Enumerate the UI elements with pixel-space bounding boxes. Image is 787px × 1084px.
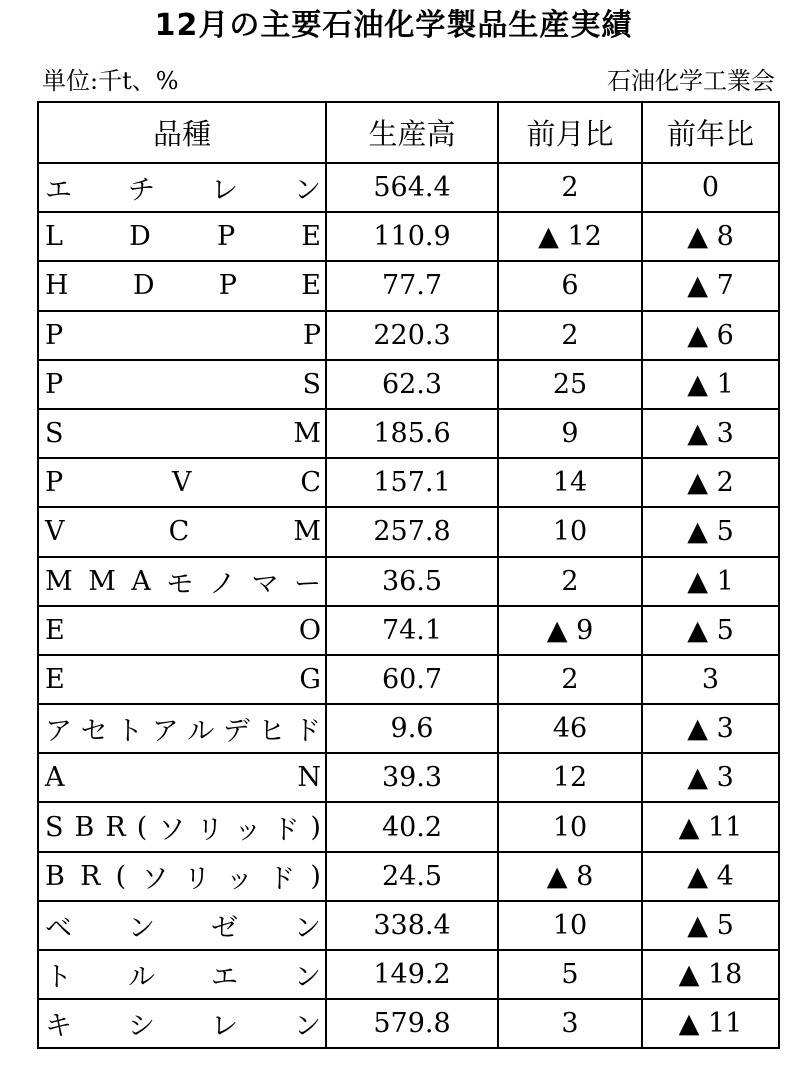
product-name-char: R bbox=[80, 860, 101, 892]
product-name-char: V bbox=[172, 467, 192, 499]
product-name-char: ン bbox=[294, 962, 321, 994]
product-name-cell bbox=[38, 802, 326, 851]
yoy-cell: ▲ 3 bbox=[642, 409, 779, 458]
production-cell: 157.1 bbox=[326, 458, 498, 507]
mom-cell: 6 bbox=[498, 261, 642, 310]
product-name-char: ) bbox=[310, 811, 321, 843]
mom-cell: 10 bbox=[498, 802, 642, 851]
product-name-char: ド bbox=[272, 814, 300, 846]
product-name-char: ッ bbox=[234, 814, 262, 846]
product-name-cell bbox=[38, 999, 326, 1048]
mom-cell: 10 bbox=[498, 507, 642, 556]
product-name-cell bbox=[38, 753, 326, 802]
product-name-char: レ bbox=[211, 175, 238, 207]
source-label: 石油化学工業会 bbox=[607, 67, 775, 95]
product-name-char: S bbox=[45, 418, 64, 450]
product-name-char: M bbox=[45, 565, 73, 597]
production-cell: 257.8 bbox=[326, 507, 498, 556]
table-row bbox=[38, 753, 779, 802]
table-row bbox=[38, 507, 779, 556]
mom-cell: 9 bbox=[498, 409, 642, 458]
table-row bbox=[38, 557, 779, 606]
table-row bbox=[38, 901, 779, 950]
yoy-cell: ▲ 5 bbox=[642, 507, 779, 556]
mom-cell: ▲ 12 bbox=[498, 212, 642, 261]
mom-cell: 14 bbox=[498, 458, 642, 507]
header-yoy: 前年比 bbox=[642, 102, 779, 163]
product-name-cell bbox=[38, 606, 326, 655]
mom-cell: 2 bbox=[498, 163, 642, 212]
product-name-char: R bbox=[105, 811, 126, 843]
table-row bbox=[38, 704, 779, 753]
product-name-char: G bbox=[299, 663, 321, 695]
mom-cell: 2 bbox=[498, 311, 642, 360]
production-cell: 36.5 bbox=[326, 557, 498, 606]
table-body bbox=[38, 163, 779, 1048]
product-name-char: セ bbox=[80, 716, 108, 748]
mom-cell: 3 bbox=[498, 999, 642, 1048]
product-name-char: A bbox=[131, 565, 151, 597]
product-name-char: デ bbox=[222, 716, 250, 748]
table-row bbox=[38, 261, 779, 310]
product-name-char: ( bbox=[115, 860, 127, 892]
product-name-char: ソ bbox=[158, 814, 186, 846]
header-product: 品種 bbox=[38, 102, 326, 163]
mom-cell: 10 bbox=[498, 901, 642, 950]
product-name-cell bbox=[38, 458, 326, 507]
production-table bbox=[37, 101, 780, 1049]
product-name-char: ッ bbox=[225, 863, 253, 895]
yoy-cell: ▲ 11 bbox=[642, 999, 779, 1048]
product-name-char: E bbox=[45, 663, 65, 695]
product-name-char: ノ bbox=[208, 568, 236, 600]
product-name-char: M bbox=[293, 418, 321, 450]
product-name-char: ン bbox=[294, 1011, 321, 1043]
yoy-cell: ▲ 5 bbox=[642, 901, 779, 950]
product-name-char: ア bbox=[151, 716, 179, 748]
product-name-char: ド bbox=[268, 863, 296, 895]
product-name-cell bbox=[38, 950, 326, 999]
yoy-cell: ▲ 18 bbox=[642, 950, 779, 999]
production-cell: 220.3 bbox=[326, 311, 498, 360]
product-name-char: チ bbox=[128, 175, 155, 207]
production-cell: 77.7 bbox=[326, 261, 498, 310]
production-cell: 185.6 bbox=[326, 409, 498, 458]
product-name-cell bbox=[38, 852, 326, 901]
product-name-char: S bbox=[45, 811, 64, 843]
product-name-char: ー bbox=[294, 568, 321, 600]
production-cell: 40.2 bbox=[326, 802, 498, 851]
mom-cell: 5 bbox=[498, 950, 642, 999]
product-name-char: P bbox=[216, 221, 236, 253]
page-title: 12月の主要石油化学製品生産実績 bbox=[154, 8, 633, 43]
product-name-char: ト bbox=[116, 716, 144, 748]
table-row bbox=[38, 802, 779, 851]
product-name-char: E bbox=[301, 270, 321, 302]
header-production: 生産高 bbox=[326, 102, 498, 163]
product-name-char: リ bbox=[196, 814, 224, 846]
table-row bbox=[38, 606, 779, 655]
product-name-char: ル bbox=[187, 716, 215, 748]
product-name-char: マ bbox=[251, 568, 279, 600]
table-row bbox=[38, 950, 779, 999]
product-name-char: ン bbox=[294, 175, 321, 207]
production-cell: 338.4 bbox=[326, 901, 498, 950]
product-name-char: エ bbox=[211, 962, 238, 994]
product-name-char: ン bbox=[128, 912, 155, 944]
product-name-cell bbox=[38, 261, 326, 310]
yoy-cell: ▲ 6 bbox=[642, 311, 779, 360]
table-header-row bbox=[38, 102, 779, 163]
table-row bbox=[38, 458, 779, 507]
product-name-char: E bbox=[301, 221, 321, 253]
yoy-cell: ▲ 1 bbox=[642, 360, 779, 409]
yoy-cell: ▲ 7 bbox=[642, 261, 779, 310]
product-name-char: L bbox=[45, 221, 63, 253]
production-cell: 39.3 bbox=[326, 753, 498, 802]
product-name-cell bbox=[38, 655, 326, 704]
product-name-cell bbox=[38, 507, 326, 556]
product-name-char: ル bbox=[128, 962, 155, 994]
table-row bbox=[38, 999, 779, 1048]
product-name-cell bbox=[38, 163, 326, 212]
product-name-char: ト bbox=[45, 962, 72, 994]
product-name-char: D bbox=[132, 270, 155, 302]
product-name-char: E bbox=[45, 614, 65, 646]
product-name-char: ) bbox=[310, 860, 321, 892]
mom-cell: 2 bbox=[498, 655, 642, 704]
mom-cell: 2 bbox=[498, 557, 642, 606]
product-name-char: P bbox=[302, 319, 321, 351]
production-cell: 74.1 bbox=[326, 606, 498, 655]
product-name-char: O bbox=[298, 614, 321, 646]
mom-cell: 12 bbox=[498, 753, 642, 802]
product-name-char: M bbox=[88, 565, 116, 597]
production-cell: 9.6 bbox=[326, 704, 498, 753]
product-name-char: P bbox=[218, 270, 237, 302]
mom-cell: ▲ 9 bbox=[498, 606, 642, 655]
production-cell: 579.8 bbox=[326, 999, 498, 1048]
product-name-char: ン bbox=[294, 912, 321, 944]
table-row bbox=[38, 852, 779, 901]
product-name-char: シ bbox=[128, 1011, 155, 1043]
product-name-char: レ bbox=[211, 1011, 238, 1043]
product-name-char: キ bbox=[45, 1011, 72, 1043]
production-cell: 24.5 bbox=[326, 852, 498, 901]
product-name-char: ド bbox=[293, 716, 321, 748]
header-mom: 前月比 bbox=[498, 102, 642, 163]
production-cell: 110.9 bbox=[326, 212, 498, 261]
product-name-char: P bbox=[45, 467, 64, 499]
mom-cell: 25 bbox=[498, 360, 642, 409]
product-name-char: A bbox=[45, 762, 65, 794]
product-name-char: B bbox=[45, 860, 65, 892]
product-name-char: S bbox=[302, 368, 321, 400]
yoy-cell: ▲ 1 bbox=[642, 557, 779, 606]
table-row bbox=[38, 360, 779, 409]
product-name-char: エ bbox=[45, 175, 72, 207]
product-name-cell bbox=[38, 704, 326, 753]
yoy-cell: ▲ 11 bbox=[642, 802, 779, 851]
product-name-char: D bbox=[129, 221, 151, 253]
table-row bbox=[38, 655, 779, 704]
mom-cell: ▲ 8 bbox=[498, 852, 642, 901]
product-name-char: N bbox=[297, 762, 321, 794]
yoy-cell: ▲ 3 bbox=[642, 704, 779, 753]
product-name-char: H bbox=[45, 270, 69, 302]
unit-label: 単位:千t、% bbox=[42, 67, 179, 95]
product-name-cell bbox=[38, 311, 326, 360]
product-name-char: ( bbox=[136, 811, 148, 843]
yoy-cell: 0 bbox=[642, 163, 779, 212]
product-name-char: ベ bbox=[45, 912, 72, 944]
product-name-cell bbox=[38, 212, 326, 261]
table-row bbox=[38, 163, 779, 212]
table-row bbox=[38, 311, 779, 360]
product-name-char: B bbox=[74, 811, 95, 843]
production-cell: 60.7 bbox=[326, 655, 498, 704]
yoy-cell: 3 bbox=[642, 655, 779, 704]
table-row bbox=[38, 409, 779, 458]
product-name-char: P bbox=[45, 319, 64, 351]
product-name-char: リ bbox=[183, 863, 211, 895]
product-name-char: C bbox=[168, 516, 190, 548]
yoy-cell: ▲ 5 bbox=[642, 606, 779, 655]
product-name-char: V bbox=[45, 516, 65, 548]
product-name-cell bbox=[38, 409, 326, 458]
product-name-char: ヒ bbox=[258, 716, 286, 748]
yoy-cell: ▲ 8 bbox=[642, 212, 779, 261]
product-name-char: P bbox=[45, 368, 64, 400]
product-name-char: ア bbox=[45, 716, 72, 748]
product-name-char: C bbox=[300, 467, 321, 499]
product-name-cell bbox=[38, 901, 326, 950]
yoy-cell: ▲ 3 bbox=[642, 753, 779, 802]
yoy-cell: ▲ 4 bbox=[642, 852, 779, 901]
production-cell: 62.3 bbox=[326, 360, 498, 409]
product-name-cell bbox=[38, 557, 326, 606]
product-name-cell bbox=[38, 360, 326, 409]
mom-cell: 46 bbox=[498, 704, 642, 753]
product-name-char: ソ bbox=[141, 863, 169, 895]
production-cell: 149.2 bbox=[326, 950, 498, 999]
table-row bbox=[38, 212, 779, 261]
product-name-char: モ bbox=[166, 568, 194, 600]
yoy-cell: ▲ 2 bbox=[642, 458, 779, 507]
product-name-char: M bbox=[293, 516, 321, 548]
production-cell: 564.4 bbox=[326, 163, 498, 212]
product-name-char: ゼ bbox=[211, 912, 238, 944]
